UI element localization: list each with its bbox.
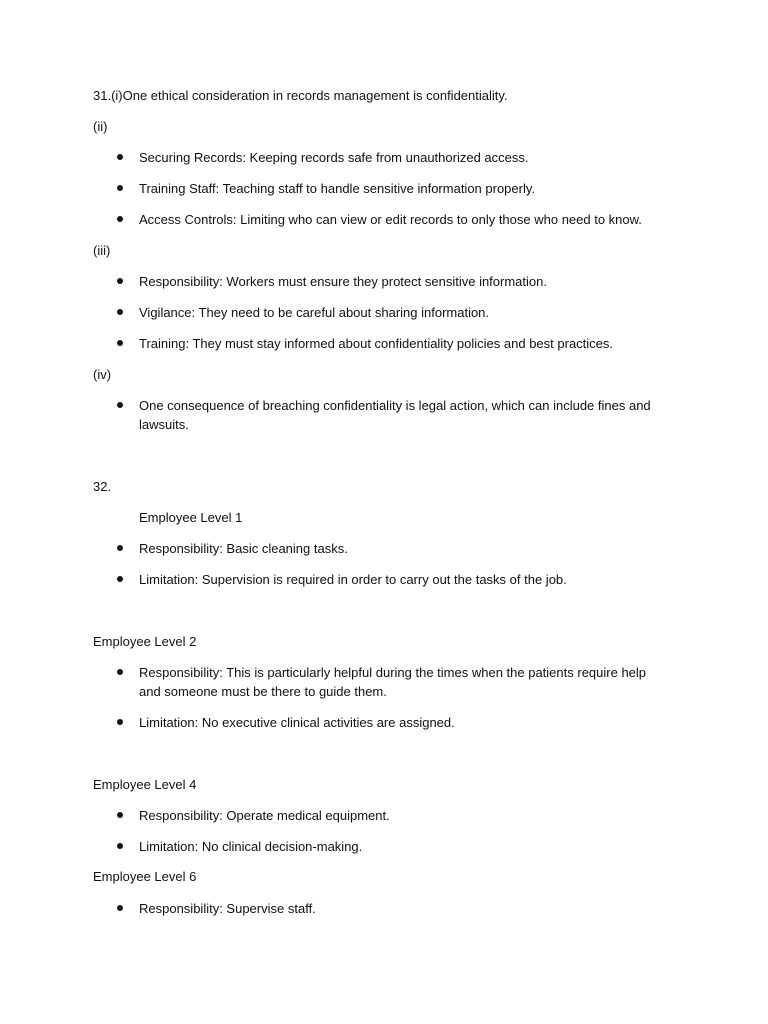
q31-intro: 31.(i)One ethical consideration in records management is confidentiality.: [93, 88, 508, 103]
q32-level2-heading: Employee Level 2: [93, 634, 197, 649]
bullet-icon: [117, 545, 123, 551]
q31-part-iv-label: (iv): [93, 367, 112, 382]
list-item: Limitation: No executive clinical activities are assigned.: [139, 715, 455, 730]
list-item: Responsibility: This is particularly helpful during the times when the patients require help and someone must be there to guide them.: [139, 665, 647, 699]
list-item: Responsibility: Operate medical equipment.: [139, 808, 390, 823]
bullet-icon: [117, 905, 123, 911]
list-item: Access Controls: Limiting who can view or edit records to only those who need to know.: [139, 212, 642, 227]
list-item: Limitation: No clinical decision-making.: [139, 839, 363, 854]
q32-label: 32.: [93, 479, 112, 494]
q32-level6-heading: Employee Level 6: [93, 869, 197, 884]
q31-part-ii-label: (ii): [93, 119, 108, 134]
bullet-icon: [117, 216, 123, 222]
list-item: Limitation: Supervision is required in order to carry out the tasks of the job.: [139, 572, 567, 587]
bullet-icon: [117, 719, 123, 725]
bullet-icon: [117, 185, 123, 191]
bullet-icon: [117, 278, 123, 284]
bullet-icon: [117, 843, 123, 849]
list-item: Responsibility: Workers must ensure they protect sensitive information.: [139, 274, 547, 289]
list-item: Vigilance: They need to be careful about sharing information.: [139, 305, 490, 320]
bullet-icon: [117, 669, 123, 675]
q32-level4-heading: Employee Level 4: [93, 777, 197, 792]
bullet-icon: [117, 576, 123, 582]
list-item: Securing Records: Keeping records safe from unauthorized access.: [139, 150, 529, 165]
q31-part-iii-label: (iii): [93, 243, 111, 258]
bullet-icon: [117, 812, 123, 818]
list-item: Training: They must stay informed about confidentiality policies and best practices.: [139, 336, 614, 351]
list-item: Responsibility: Basic cleaning tasks.: [139, 541, 348, 556]
bullet-icon: [117, 154, 123, 160]
list-item: One consequence of breaching confidentiality is legal action, which can include fines and lawsuits.: [139, 398, 651, 432]
bullet-icon: [117, 340, 123, 346]
bullet-icon: [117, 309, 123, 315]
list-item: Training Staff: Teaching staff to handle sensitive information properly.: [139, 181, 536, 196]
q32-level1-heading: Employee Level 1: [139, 510, 243, 525]
list-item: Responsibility: Supervise staff.: [139, 901, 316, 916]
bullet-icon: [117, 402, 123, 408]
